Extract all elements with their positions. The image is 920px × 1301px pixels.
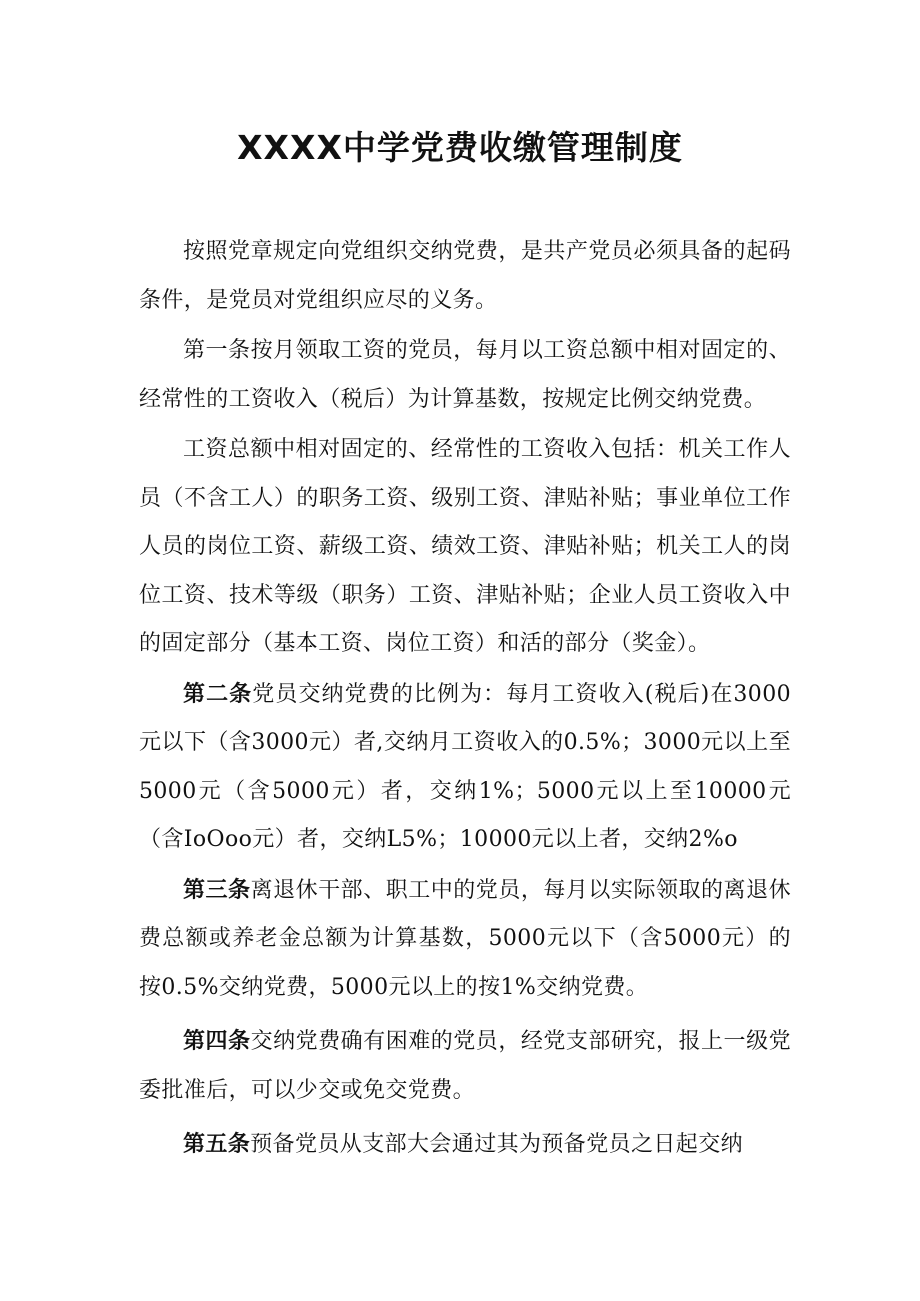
- article-heading: 第二条: [183, 681, 253, 707]
- paragraph-text: 离退休干部、职工中的党员，每月以实际领取的离退休费总额或养老金总额为计算基数，5000元以下（含5000元）的按0.5%交纳党费，5000元以上的按1%交纳党费。: [139, 877, 791, 1000]
- paragraph-text: 工资总额中相对固定的、经常性的工资收入包括：机关工作人员（不含工人）的职务工资、级别工资、津贴补贴；事业单位工作人员的岗位工资、薪级工资、绩效工资、津贴补贴；机关工人的岗位工资、技术等级（职务）工资、津贴补贴；企业人员工资收入中的固定部分（基本工资、岗位工资）和活的部分（奖金）。: [139, 437, 791, 656]
- paragraph-text: 交纳党费确有困难的党员，经党支部研究，报上一级党委批准后，可以少交或免交党费。: [139, 1029, 791, 1103]
- document-body: [139, 228, 791, 1170]
- paragraph-text: 按照党章规定向党组织交纳党费，是共产党员必须具备的起码条件，是党员对党组织应尽的义务。: [139, 239, 791, 313]
- paragraph-salary-definition: [139, 426, 791, 669]
- article-heading: 第五条: [183, 1132, 251, 1157]
- article-heading: 第四条: [183, 1029, 251, 1054]
- paragraph-article-1: [139, 327, 791, 424]
- paragraph-text: 第一条按月领取工资的党员，每月以工资总额中相对固定的、经常性的工资收入（税后）为计算基数，按规定比例交纳党费。: [139, 338, 791, 412]
- document-title: XXXX中学党费收缴管理制度: [237, 128, 683, 167]
- paragraph-text: 预备党员从支部大会通过其为预备党员之日起交纳: [250, 1132, 744, 1157]
- paragraph-article-4: [139, 1018, 791, 1115]
- paragraph-intro: [139, 228, 791, 325]
- paragraph-article-2: [139, 671, 791, 865]
- paragraph-article-5: [139, 1121, 791, 1170]
- paragraph-article-3: [139, 867, 791, 1013]
- article-heading: 第三条: [183, 877, 251, 903]
- paragraph-text: 党员交纳党费的比例为：每月工资收入(税后)在3000元以下（含3000元）者,交纳月工资收入的0.5%；3000元以上至5000元（含5000元）者，交纳1%；5000元以上至10000元（含IoOoo元）者，交纳L5%；10000元以上者，交纳2%o: [139, 681, 792, 852]
